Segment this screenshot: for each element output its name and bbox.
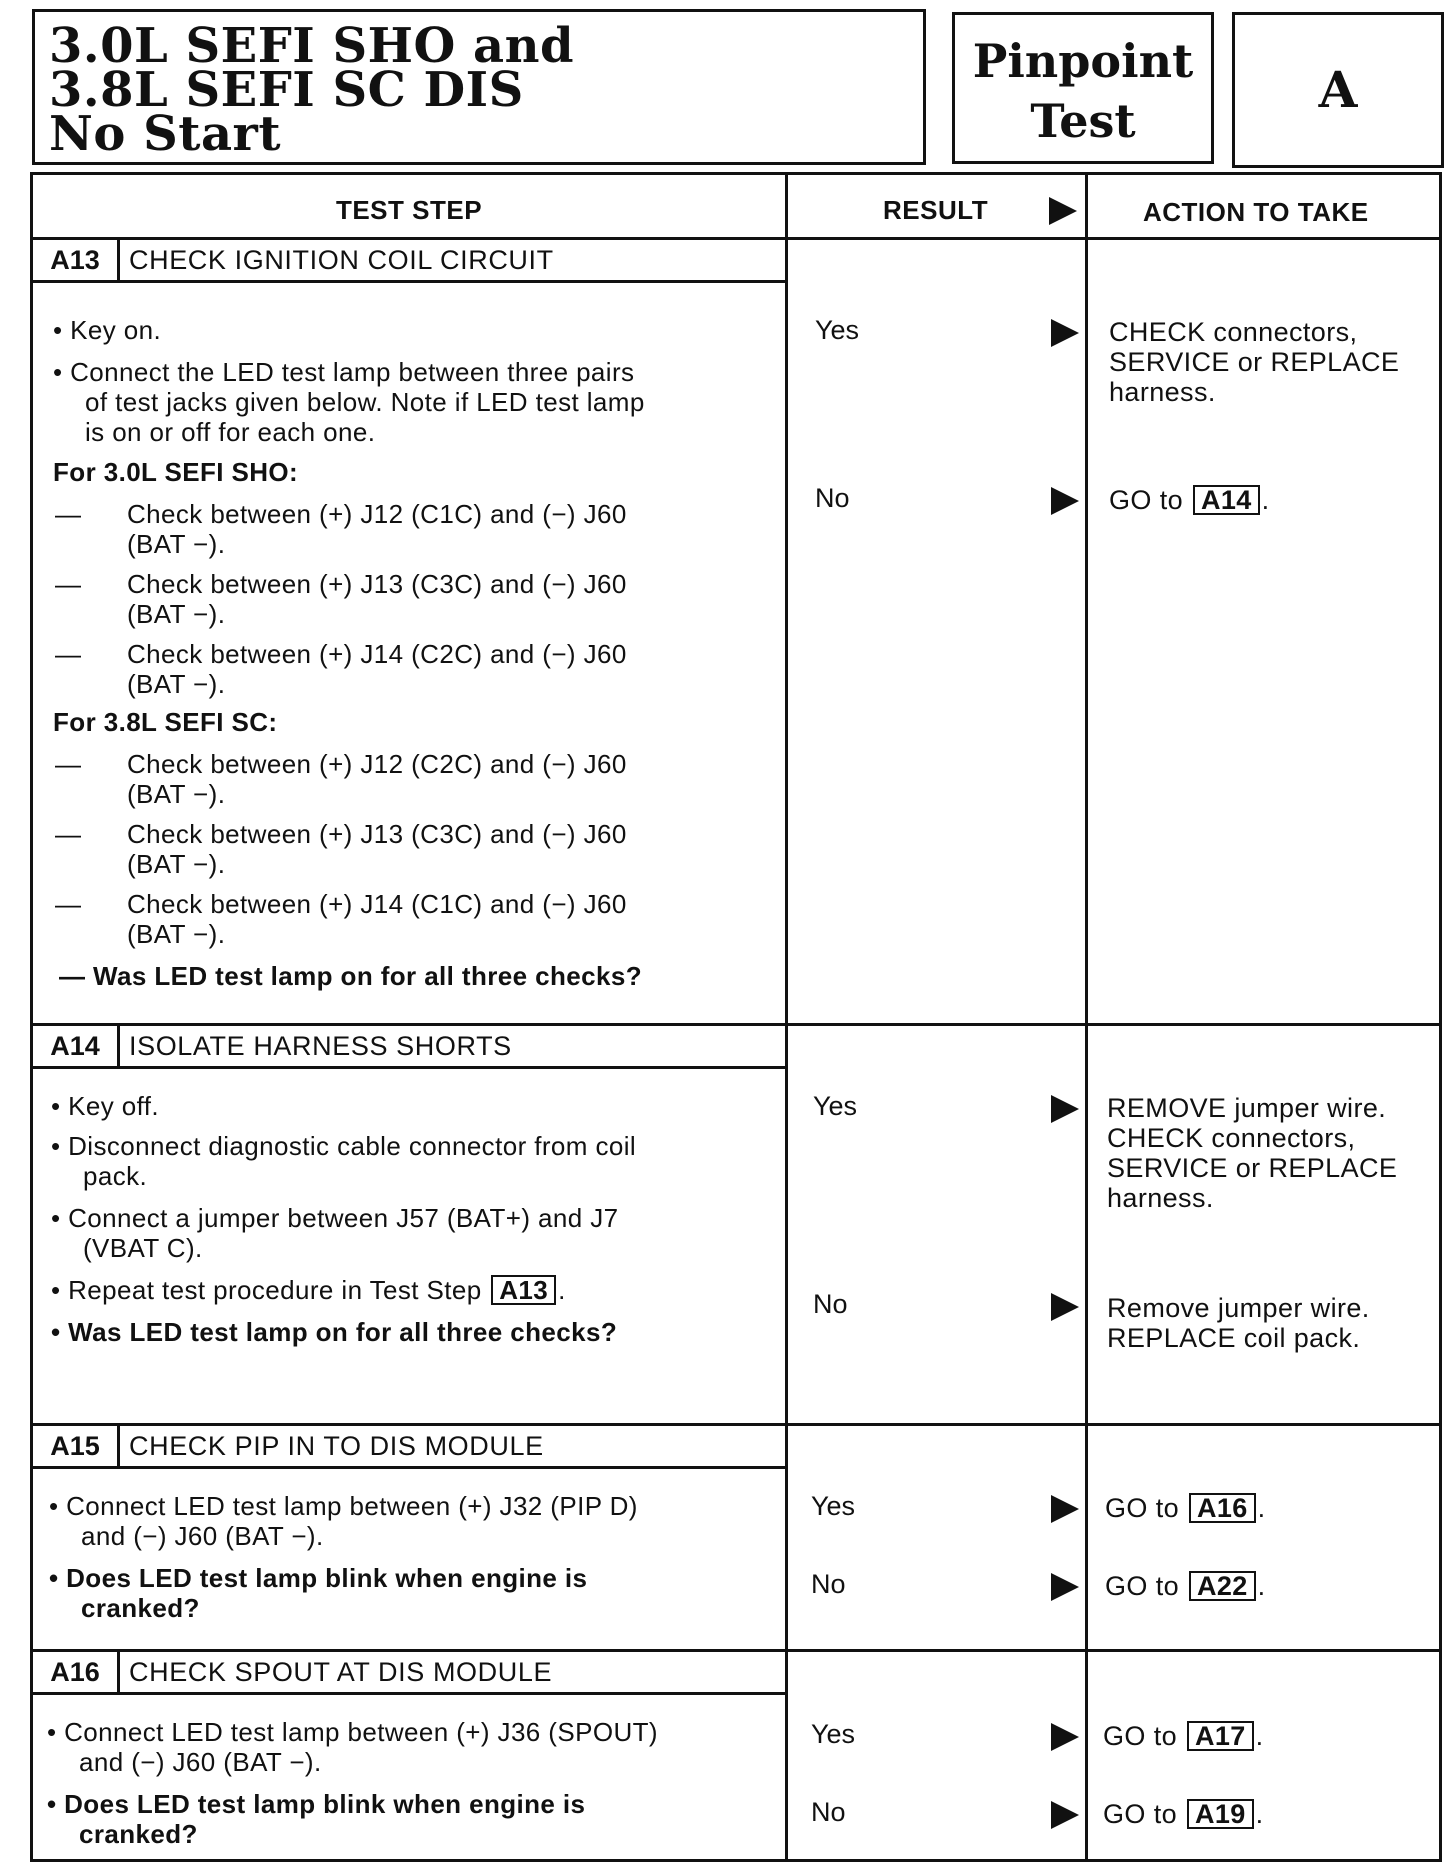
step-line: pack.	[83, 1161, 148, 1191]
title-line-1: 3.0L SEFI SHO and	[49, 18, 575, 74]
step-header-a13	[33, 240, 785, 283]
action-line: REMOVE jumper wire.	[1107, 1093, 1387, 1123]
step-ref-a17[interactable]: A17	[1187, 1721, 1254, 1751]
step-line: (BAT −).	[127, 669, 226, 699]
pinpoint-table	[30, 172, 1442, 1862]
step-line: Check between (+) J14 (C2C) and (−) J60	[127, 639, 627, 669]
result-label: Yes	[811, 1719, 856, 1749]
step-title: CHECK PIP IN TO DIS MODULE	[129, 1431, 544, 1461]
column-divider-action	[1085, 175, 1088, 1860]
step-header-a14	[33, 1026, 785, 1069]
title-line-2: 3.8L SEFI SC DIS	[49, 62, 524, 118]
step-line: (BAT −).	[127, 849, 226, 879]
step-subheading: For 3.0L SEFI SHO:	[53, 457, 299, 487]
dash: —	[55, 639, 82, 669]
step-line: • Key off.	[51, 1091, 160, 1121]
action-suffix: .	[1255, 1721, 1264, 1751]
result-label: Yes	[811, 1491, 856, 1521]
action-suffix: .	[1261, 485, 1270, 515]
step-line: • Key on.	[53, 315, 162, 345]
action-line: harness.	[1107, 1183, 1214, 1213]
arrow-icon	[1051, 487, 1079, 515]
step-line: • Connect the LED test lamp between three pairs	[53, 357, 635, 387]
step-line: (BAT −).	[127, 919, 226, 949]
step-line: is on or off for each one.	[85, 417, 376, 447]
step-id: A14	[33, 1026, 120, 1066]
action-goto	[1105, 1493, 1266, 1523]
action-line: REPLACE coil pack.	[1107, 1323, 1361, 1353]
result-label: No	[811, 1569, 846, 1599]
step-header-a15	[33, 1426, 785, 1469]
step-line: of test jacks given below. Note if LED test lamp	[85, 387, 645, 417]
arrow-icon	[1051, 1495, 1079, 1523]
title-line-3: No Start	[49, 106, 281, 162]
result-label: Yes	[815, 315, 860, 345]
result-label: Yes	[813, 1091, 858, 1121]
step-line: Check between (+) J12 (C1C) and (−) J60	[127, 499, 627, 529]
step-line: (VBAT C).	[83, 1233, 203, 1263]
action-line: Remove jumper wire.	[1107, 1293, 1370, 1323]
result-label: No	[815, 483, 850, 513]
step-line: Check between (+) J14 (C1C) and (−) J60	[127, 889, 627, 919]
step-line: and (−) J60 (BAT −).	[81, 1521, 324, 1551]
step-subheading: For 3.8L SEFI SC:	[53, 707, 278, 737]
step-line: (BAT −).	[127, 779, 226, 809]
arrow-icon	[1051, 1095, 1079, 1123]
column-divider-result	[785, 175, 788, 1860]
action-goto	[1109, 485, 1270, 515]
action-line: CHECK connectors,	[1107, 1123, 1356, 1153]
action-line: CHECK connectors,	[1109, 317, 1358, 347]
step-line: Check between (+) J13 (C3C) and (−) J60	[127, 569, 627, 599]
step-id: A15	[33, 1426, 120, 1466]
step-line-repeat	[51, 1275, 566, 1305]
dash: —	[55, 499, 82, 529]
action-suffix: .	[1257, 1493, 1266, 1523]
column-header-result: RESULT	[883, 195, 989, 225]
step-ref-a16[interactable]: A16	[1189, 1493, 1256, 1523]
action-goto	[1103, 1721, 1264, 1751]
title-box	[32, 9, 926, 165]
step-line: (BAT −).	[127, 599, 226, 629]
result-arrow-icon	[1049, 197, 1077, 225]
step-line: • Connect LED test lamp between (+) J32 (PIP D)	[49, 1491, 638, 1521]
step-id: A16	[33, 1652, 120, 1692]
arrow-icon	[1051, 1573, 1079, 1601]
step-question: cranked?	[81, 1593, 200, 1623]
step-id: A13	[33, 240, 120, 280]
step-question: • Was LED test lamp on for all three checks?	[51, 1317, 618, 1347]
step-title: CHECK SPOUT AT DIS MODULE	[129, 1657, 553, 1687]
step-question: cranked?	[79, 1819, 198, 1849]
arrow-icon	[1051, 1723, 1079, 1751]
step-line: (BAT −).	[127, 529, 226, 559]
step-title: ISOLATE HARNESS SHORTS	[129, 1031, 512, 1061]
step-line: Check between (+) J13 (C3C) and (−) J60	[127, 819, 627, 849]
column-header-test-step: TEST STEP	[335, 195, 483, 225]
arrow-icon	[1051, 1801, 1079, 1829]
step-title: CHECK IGNITION COIL CIRCUIT	[129, 245, 554, 275]
pinpoint-line-1: Pinpoint	[972, 34, 1194, 88]
result-label: No	[813, 1289, 848, 1319]
step-ref-a22[interactable]: A22	[1189, 1571, 1256, 1601]
arrow-icon	[1051, 319, 1079, 347]
action-suffix: .	[1257, 1571, 1266, 1601]
step-line-text: • Repeat test procedure in Test Step	[51, 1275, 482, 1305]
pinpoint-test-box	[952, 12, 1214, 164]
action-prefix: GO to	[1109, 485, 1184, 515]
test-letter-box	[1232, 12, 1444, 168]
step-question: • Does LED test lamp blink when engine is	[49, 1563, 588, 1593]
test-letter: A	[1318, 60, 1358, 119]
step-header-a16	[33, 1652, 785, 1695]
action-suffix: .	[1255, 1799, 1264, 1829]
action-prefix: GO to	[1103, 1721, 1178, 1751]
arrow-icon	[1051, 1293, 1079, 1321]
step-question: — Was LED test lamp on for all three checks?	[59, 961, 642, 991]
step-line-suffix: .	[558, 1275, 566, 1305]
step-ref-a19[interactable]: A19	[1187, 1799, 1254, 1829]
action-line: SERVICE or REPLACE	[1109, 347, 1400, 377]
step-ref-a14[interactable]: A14	[1193, 485, 1260, 515]
action-line: harness.	[1109, 377, 1216, 407]
action-prefix: GO to	[1105, 1493, 1180, 1523]
action-goto	[1105, 1571, 1266, 1601]
step-line: and (−) J60 (BAT −).	[79, 1747, 322, 1777]
dash: —	[55, 749, 82, 779]
step-line: • Connect a jumper between J57 (BAT+) and J7	[51, 1203, 619, 1233]
step-ref-a13[interactable]: A13	[491, 1275, 556, 1305]
dash: —	[55, 569, 82, 599]
dash: —	[55, 889, 82, 919]
action-goto	[1103, 1799, 1264, 1829]
step-question: • Does LED test lamp blink when engine is	[47, 1789, 586, 1819]
step-line: Check between (+) J12 (C2C) and (−) J60	[127, 749, 627, 779]
action-prefix: GO to	[1103, 1799, 1178, 1829]
action-prefix: GO to	[1105, 1571, 1180, 1601]
dash: —	[55, 819, 82, 849]
action-line: SERVICE or REPLACE	[1107, 1153, 1398, 1183]
step-line: • Disconnect diagnostic cable connector from coil	[51, 1131, 637, 1161]
column-header-action: ACTION TO TAKE	[1143, 197, 1369, 227]
step-line: • Connect LED test lamp between (+) J36 (SPOUT)	[47, 1717, 658, 1747]
result-label: No	[811, 1797, 846, 1827]
pinpoint-line-2: Test	[1030, 94, 1136, 148]
